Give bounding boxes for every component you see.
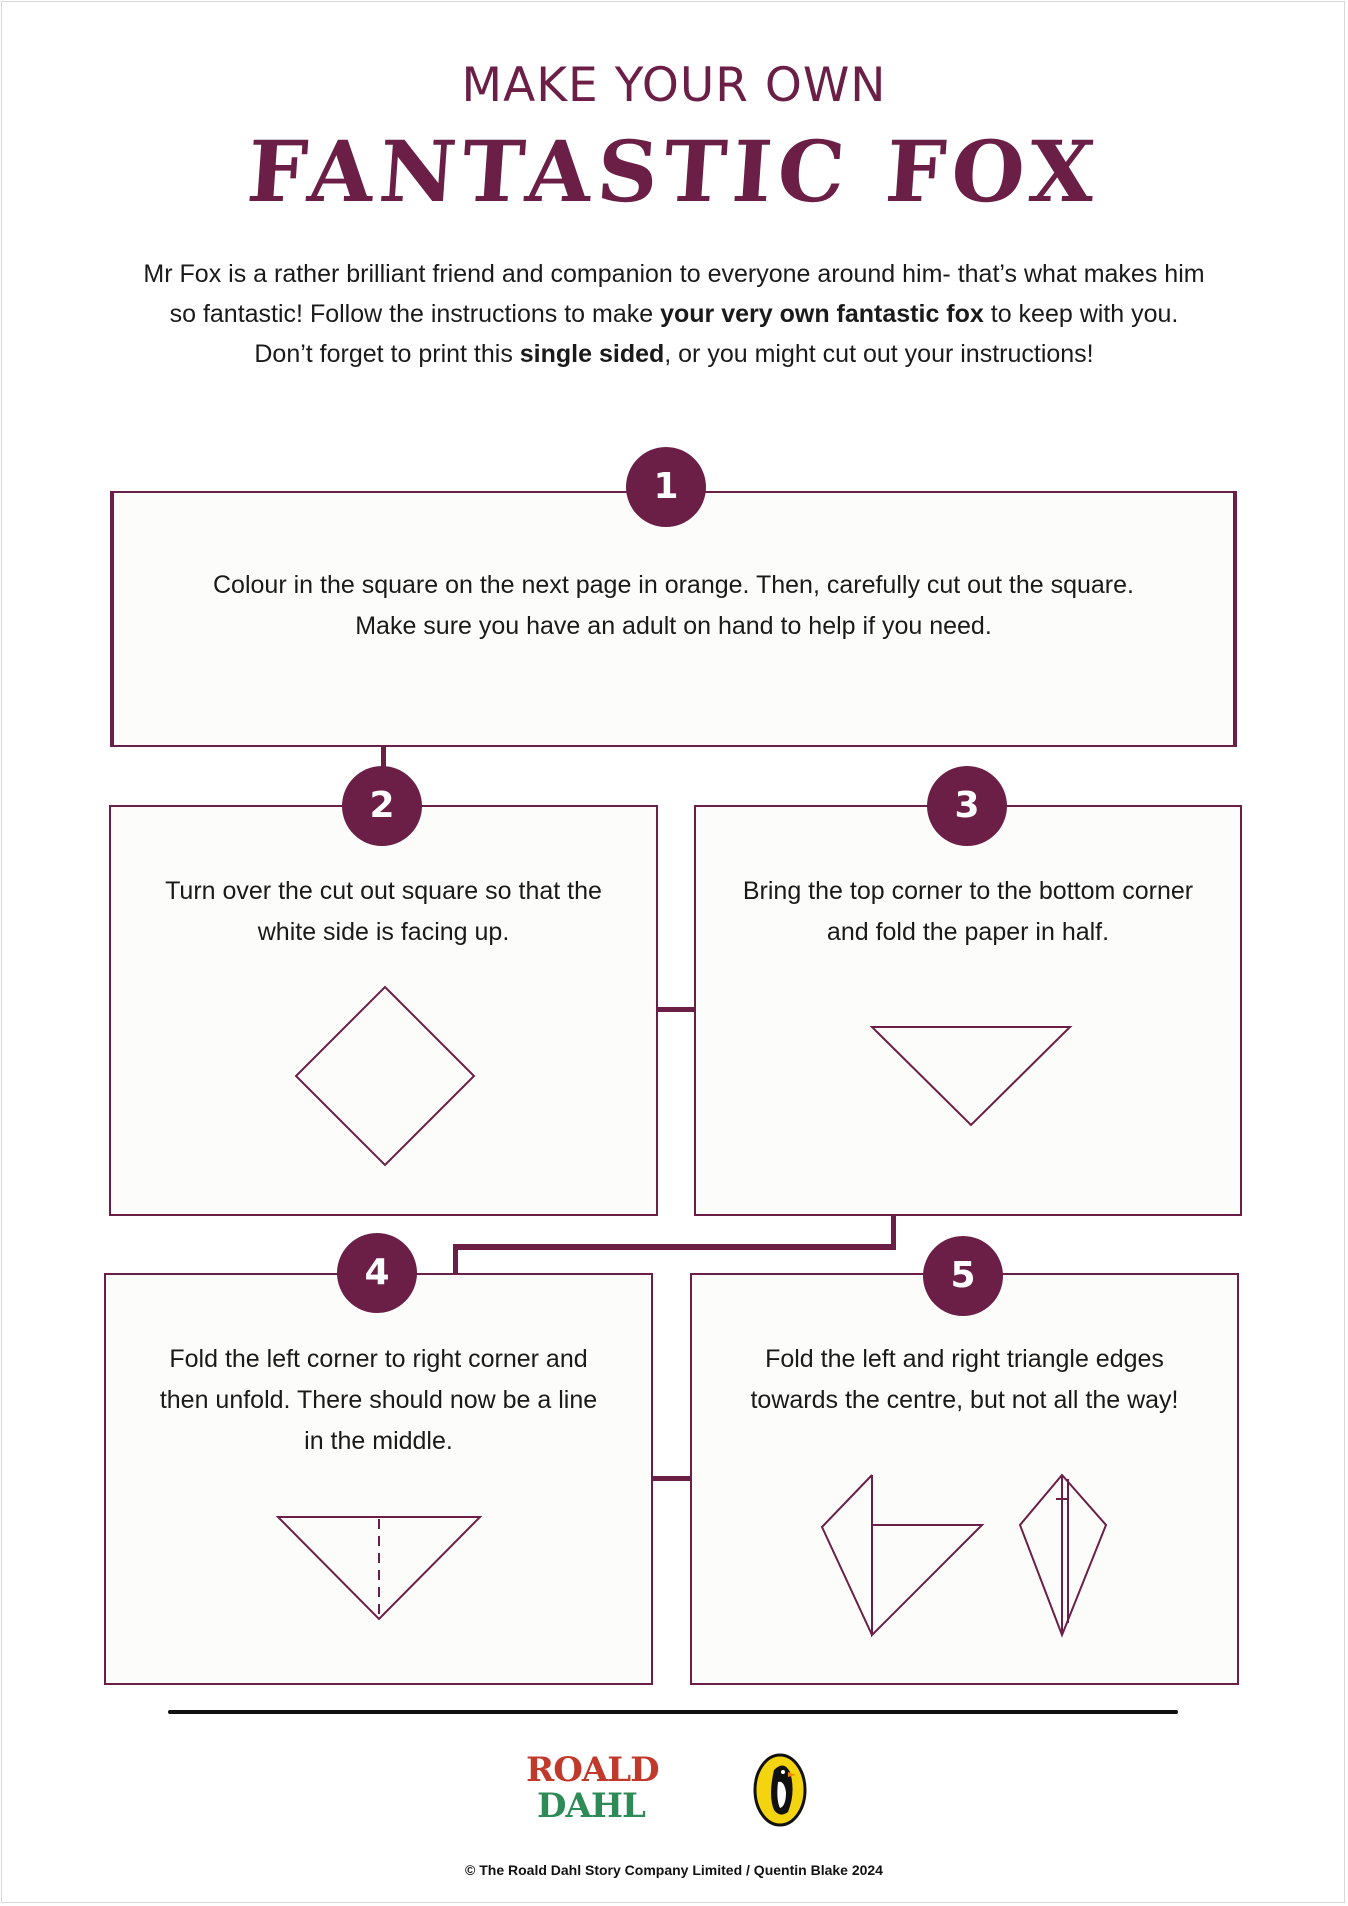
step-5-text-line-1: Fold the left and right triangle edges (765, 1345, 1164, 1373)
step-4-panel (104, 1273, 653, 1685)
step-2-badge: 2 (342, 766, 422, 846)
step-3-text (696, 871, 1240, 953)
step-4-text (106, 1339, 651, 1462)
footer-divider (168, 1710, 1178, 1714)
connector-3-4-horizontal (453, 1244, 896, 1250)
step-1-text-line-1: Colour in the square on the next page in orange. Then, carefully cut out the square. (213, 571, 1134, 599)
triangle-with-crease-diagram (276, 1515, 482, 1621)
intro-line-3-end: , or you might cut out your instructions! (664, 340, 1094, 368)
step-1-text-line-2: Make sure you have an adult on hand to help if you need. (355, 612, 992, 640)
step-2-text (111, 871, 656, 953)
step-4-badge: 4 (337, 1233, 417, 1313)
step-5-badge: 5 (923, 1236, 1003, 1316)
step-4-text-line-2: then unfold. There should now be a line (159, 1386, 598, 1414)
step-5-text-line-2: towards the centre, but not all the way! (750, 1386, 1179, 1414)
logo-line-2: DAHL (537, 1786, 645, 1826)
step-1-badge: 1 (626, 447, 706, 527)
logo-line-1: ROALD (526, 1750, 659, 1790)
intro-paragraph (100, 254, 1248, 374)
connector-2-3 (656, 1007, 696, 1012)
step-2-panel (109, 805, 658, 1216)
intro-line-2 (100, 294, 1248, 334)
folded-triangle-diagram (870, 1025, 1072, 1127)
intro-emphasis-single-sided: single sided (519, 340, 665, 368)
intro-line-2-end: to keep with you. (983, 300, 1179, 328)
roald-dahl-logo (526, 1750, 659, 1830)
step-2-text-line-2: white side is facing up. (257, 918, 510, 946)
step-4-text-line-1: Fold the left corner to right corner and (169, 1345, 588, 1373)
connector-4-5 (650, 1476, 692, 1481)
diamond-square-diagram (294, 985, 476, 1167)
step-5-panel (690, 1273, 1239, 1685)
step-1-text (114, 565, 1233, 647)
intro-emphasis-fox: your very own fantastic fox (660, 300, 984, 328)
step-3-text-line-2: and fold the paper in half. (826, 918, 1110, 946)
step-5-text (692, 1339, 1237, 1421)
page-title: FANTASTIC FOX (244, 122, 1104, 221)
step-3-badge: 3 (927, 766, 1007, 846)
step-4-text-line-3: in the middle. (304, 1427, 453, 1455)
intro-line-1: Mr Fox is a rather brilliant friend and companion to everyone around him- that’s what makes him (143, 260, 1205, 288)
step-3-text-line-1: Bring the top corner to the bottom corner (742, 877, 1194, 905)
copyright-notice: © The Roald Dahl Story Company Limited / Quentin Blake 2024 (465, 1862, 883, 1878)
title-kicker: MAKE YOUR OWN (461, 58, 887, 113)
intro-line-3 (100, 334, 1248, 374)
penguin-icon (752, 1752, 808, 1828)
step-3-panel (694, 805, 1242, 1216)
connector-3-4-drop (453, 1244, 458, 1274)
intro-line-2-start: so fantastic! Follow the instructions to make (169, 300, 661, 328)
step-2-text-line-1: Turn over the cut out square so that the (165, 877, 602, 905)
step-1-panel (110, 491, 1237, 747)
intro-line-3-start: Don’t forget to print this (254, 340, 520, 368)
folded-edges-diagram (820, 1473, 1120, 1637)
